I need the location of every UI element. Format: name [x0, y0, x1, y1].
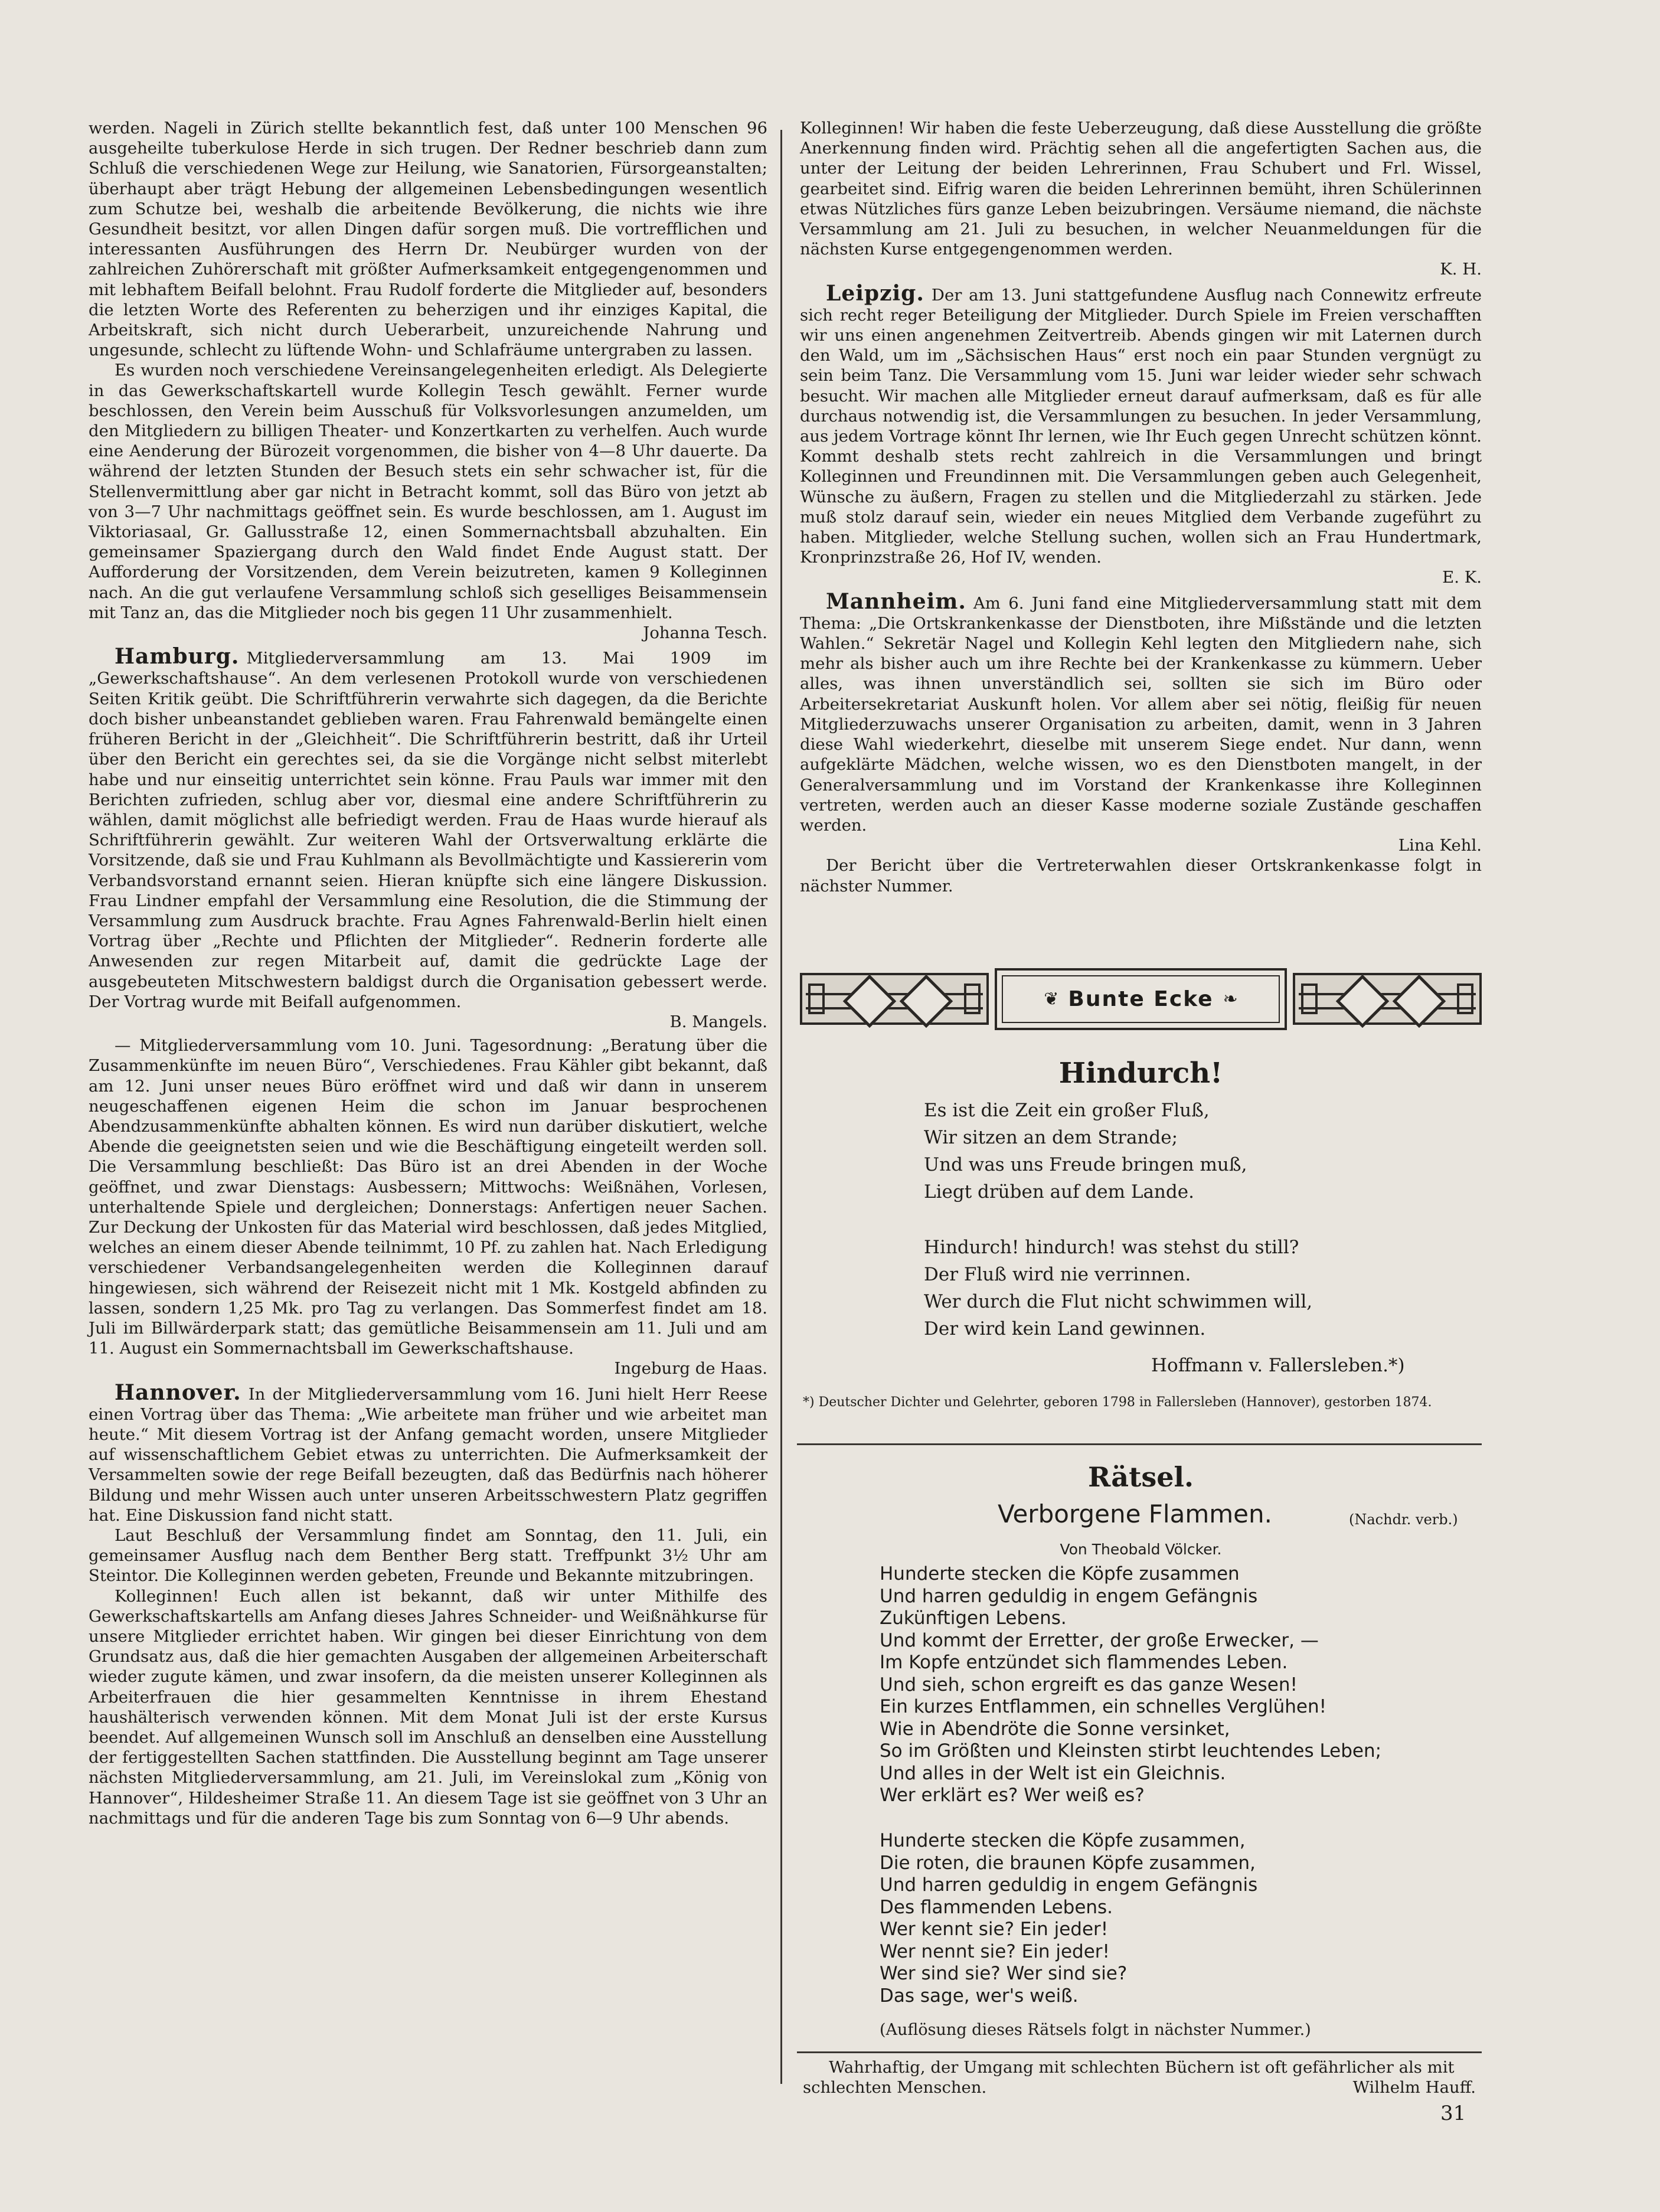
riddle-line: Hunderte stecken die Köpfe zusammen, — [880, 1830, 1246, 1851]
riddle-line: Wie in Abendröte die Sonne versinket, — [880, 1718, 1230, 1740]
poem-stanza-1 — [924, 1097, 1247, 1205]
hannover-section — [89, 1380, 767, 1525]
riddle-stanza-1 — [880, 1563, 1381, 1807]
riddle-line: Im Kopfe entzündet sich flammendes Leben. — [880, 1652, 1288, 1673]
poem-line: Der Fluß wird nie verrinnen. — [924, 1264, 1191, 1285]
poem-line: Wir sitzen an dem Strande; — [924, 1127, 1178, 1148]
leipzig-text: Der am 13. Juni stattgefundene Ausflug nach Connewitz erfreute sich recht reger Beteiligung der Mitglieder. Durch Spiele im Freien verschafften wir uns einen angenehmen Zeitvertreib. Abends gingen wir mit Laternen durch den Wald, um im „Sächsischen Haus“ erst noch ein paar Stunden vergnügt zu sein beim Tanz. Die Versammlung vom 15. Juni war leider wieder sehr schwach besucht. Wir machen alle Mitglieder erneut darauf aufmerksam, daß es für alle durchaus notwendig ist, die Versammlungen zu besuchen. In jeder Versammlung, aus jedem Vortrage könnt Ihr lernen, wie Ihr Euch gegen Unrecht schützen könnt. Kommt deshalb stets recht zahlreich in die Versammlungen und bringt Kolleginnen und Freundinnen mit. Die Versammlungen geben auch Gelegenheit, Wünsche zu äußern, Fragen zu stellen und die Mitgliederzahl zu stärken. Jede muß stolz darauf sein, wieder ein neues Mitglied dem Verbande zugeführt zu haben. Mitglieder, welche Stellung suchen, wollen sich an Frau Hundertmark, Kronprinzstraße 26, Hof IV, wenden. — [800, 285, 1482, 567]
poem-line: Hindurch! hindurch! was stehst du still? — [924, 1237, 1299, 1258]
hamburg-text: Mitgliederversammlung am 13. Mai 1909 im „Gewerkschaftshause“. An dem verlesenen Protokoll wurde von verschiedenen Seiten Kritik geübt. Die Schriftführerin verwahrte sich dagegen, da die Berichte doch bisher unbeanstandet geblieben waren. Frau Fahrenwald bemängelte einen früheren Bericht in der „Gleichheit“. Die Schriftführerin bestritt, daß ihr Urteil über den Bericht ein gerechtes sei, da sie die Vorgänge nicht selbst miterlebt habe und nur einseitig unterrichtet sein könne. Frau Pauls war immer mit den Berichten zufrieden, schlug aber vor, diesmal eine andere Schriftführerin zu wählen, damit möglichst alle befriedigt werden. Frau de Haas wurde hierauf als Schriftführerin gewählt. Zur weiteren Wahl der Ortsverwaltung erklärte die Vorsitzende, daß sie und Frau Kuhlmann als Bevollmächtigte und Kassiererin vom Verbandsvorstand ernannt seien. Hieran knüpfte sich eine längere Diskussion. Frau Lindner empfahl der Versammlung eine Resolution, die die Stimmung der Versammlung zum Ausdruck brachte. Frau Agnes Fahrenwald-Berlin hielt einen Vortrag über „Rechte und Pflichten der Mitglieder“. Rednerin forderte alle Anwesenden zur regen Mitarbeit auf, damit die gedrückte Lage der ausgebeuteten Mitschwestern baldigst durch die Organisation gebessert werde. Der Vortrag wurde mit Beifall aufgenommen. — [89, 649, 767, 1011]
riddle-line: Und sieh, schon ergreift es das ganze Wesen! — [880, 1674, 1298, 1695]
riddle-line: So im Größten und Kleinsten stirbt leuchtendes Leben; — [880, 1740, 1382, 1762]
quote-author: Wilhelm Hauff. — [1352, 2078, 1476, 2097]
hannover-heading: Hannover. — [115, 1380, 241, 1405]
riddle-line: Zukünftigen Lebens. — [880, 1607, 1067, 1629]
mannheim-text: Am 6. Juni fand eine Mitgliederversammlung statt mit dem Thema: „Die Ortskrankenkasse der Dienstboten, ihre Mißstände und die letzten Wahlen.“ Sekretär Nagel und Kollegin Kehl legten den Mitgliedern nahe, sich mehr als bisher auch um ihre Rechte bei der Krankenkasse zu kümmern. Ueber alles, was ihnen unverständlich sei, sollten sie sich im Büro oder Arbeitersekretariat Auskunft holen. Vor allem aber sei nötig, fleißig für neuen Mitgliederzuwachs unserer Organisation zu arbeiten, damit, wenn in 3 Jahren diese Wahl wiederkehrt, dieselbe mit unserem Siege endet. Nur dann, wenn aufgeklärte Mädchen, welche wissen, wo es den Dienstboten mangelt, in der Generalversammlung und im Vorstand der Krankenkasse ihre Kolleginnen vertreten, werden auch an dieser Kasse moderne soziale Zustände geschaffen werden. — [800, 593, 1482, 835]
bunte-ecke-banner — [800, 968, 1482, 1030]
leipzig-section — [800, 280, 1482, 568]
page-number: 31 — [1440, 2102, 1466, 2125]
mannheim-signature: Lina Kehl. — [1398, 836, 1482, 855]
riddle-line: Die roten, die braunen Köpfe zusammen, — [880, 1852, 1256, 1874]
riddle-line: Das sage, wer's weiß. — [880, 1985, 1079, 2007]
verein-signature: Johanna Tesch. — [643, 623, 767, 643]
bunte-ecke-label: Bunte Ecke — [1068, 987, 1214, 1011]
mannheim-heading: Mannheim. — [826, 589, 966, 614]
right-column — [800, 118, 1482, 896]
riddle-line: Des flammenden Lebens. — [880, 1896, 1113, 1918]
hamburg-heading: Hamburg. — [115, 644, 240, 669]
riddle-line: Ein kurzes Entflammen, ein schnelles Verglühen! — [880, 1696, 1327, 1717]
section-divider — [797, 2051, 1482, 2053]
leipzig-heading: Leipzig. — [826, 280, 924, 306]
bunte-ecke-label-box — [995, 968, 1287, 1030]
reprint-note: (Nachdr. verb.) — [1349, 1511, 1458, 1528]
poem-title: Hindurch! — [1058, 1057, 1223, 1090]
poem-line: Wer durch die Flut nicht schwimmen will, — [924, 1291, 1313, 1312]
mannheim-followup: Der Bericht über die Vertreterwahlen dieser Ortskrankenkasse folgt in nächster Nummer. — [800, 856, 1482, 896]
hannover-signature: K. H. — [1440, 260, 1482, 279]
riddle-line: Wer kennt sie? Ein jeder! — [880, 1919, 1109, 1940]
flower-icon: ❧ — [1223, 989, 1238, 1009]
riddle-line: Und kommt der Erretter, der große Erwecker, — — [880, 1629, 1319, 1651]
hannover-courses: Kolleginnen! Euch allen ist bekannt, daß wir unter Mithilfe des Gewerkschaftskartells am Anfang dieses Jahres Schneider- und Weißnähkurse für unsere Mitglieder errichtet haben. Wir gingen bei dieser Einrichtung von dem Grundsatz aus, daß die hier gemachten Ausgaben der allgemeinen Arbeiterschaft wieder zugute kämen, und zwar insofern, da die meisten unserer Kolleginnen als Arbeiterfrauen die hier gesammelten Kenntnisse in ihrem Ehestand haushälterisch verwenden können. Mit dem Monat Juli ist der erste Kursus beendet. Auf allgemeinen Wunsch soll im Anschluß an denselben eine Ausstellung der fertiggestellten Sachen stattfinden. Die Ausstellung beginnt am Tage unserer nächsten Mitgliederversammlung, am 21. Juli, im Vereinslokal zum „König von Hannover“, Hildesheimer Straße 11. An diesem Tage ist sie geöffnet von 3 Uhr an nachmittags und für die anderen Tage bis zum Sonntag von 6—9 Uhr abends. — [89, 1586, 767, 1828]
mannheim-section — [800, 589, 1482, 835]
poem-author: Hoffmann v. Fallersleben.*) — [1151, 1355, 1405, 1376]
riddle-heading: Rätsel. — [1088, 1461, 1194, 1493]
hannover-continuation: Kolleginnen! Wir haben die feste Ueberzeugung, daß diese Ausstellung die größte Anerkennung finden wird. Prächtig sehen all die angefertigten Sachen aus, die unter der Leitung der beiden Lehrerinnen, Frau Schubert und Frl. Wissel, gearbeitet sind. Eifrig waren die beiden Lehrerinnen bemüht, ihren Schülerinnen etwas Nützliches fürs ganze Leben beizubringen. Versäume niemand, die nächste Versammlung am 21. Juli zu besuchen, in welcher Neuanmeldungen für die nächsten Kurse entgegengenommen werden. — [800, 119, 1482, 259]
riddle-line: Wer erklärt es? Wer weiß es? — [880, 1785, 1145, 1806]
flower-icon: ❦ — [1044, 989, 1059, 1009]
hamburg-second-report: — Mitgliederversammlung vom 10. Juni. Tagesordnung: „Beratung über die Zusammenkünfte im neuen Büro“, Verschiedenes. Frau Kähler gibt bekannt, daß am 12. Juni unser neues Büro eröffnet wird und daß wir dann in unserem neugeschaffenen eigenen Heim die schon im Januar besprochenen Abendzusammenkünfte abhalten können. Es wird nun darüber diskutiert, welche Abende die geeignetsten seien und wie die Beschäftigung eingeteilt werden soll. Die Versammlung beschließt: Das Büro ist an drei Abenden in der Woche geöffnet, und zwar Dienstags: Ausbessern; Mittwochs: Weißnähen, Vorlesen, unterhaltende Spiele und dergleichen; Donnerstags: Anfertigen neuer Sachen. Zur Deckung der Unkosten für das Material wird beschlossen, daß jedes Mitglied, welches an einem dieser Abende teilnimmt, 10 Pf. zu zahlen hat. Nach Erledigung verschiedener Verbandsangelegenheiten werden die Kolleginnen darauf hingewiesen, sich während der Reisezeit nicht mit 1 Mk. Kostgeld abfinden zu lassen, sondern 1,25 Mk. pro Tag zu verlangen. Das Sommerfest findet am 18. Juli im Billwärderpark statt; das gemütliche Beisammensein am 11. Juli und am 11. August ein Sommernachtsball im Gewerkschaftshause. — [89, 1036, 767, 1358]
riddle-line: Und harren geduldig in engem Gefängnis — [880, 1585, 1258, 1607]
riddle-title: Verborgene Flammen. — [998, 1499, 1272, 1528]
quote-text: Wahrhaftig, der Umgang mit schlechten Büchern ist oft gefährlicher als mit schlechten Menschen. — [803, 2058, 1455, 2097]
riddle-solution-note: (Auflösung dieses Rätsels folgt in nächster Nummer.) — [880, 2021, 1311, 2039]
left-column — [89, 118, 767, 1828]
poem-line: Der wird kein Land gewinnen. — [924, 1318, 1206, 1339]
riddle-stanza-2 — [880, 1830, 1257, 2007]
hamburg-second-signature: Ingeburg de Haas. — [614, 1359, 767, 1378]
poem-stanza-2 — [924, 1234, 1312, 1342]
left-ornament — [800, 973, 989, 1025]
riddle-line: Hunderte stecken die Köpfe zusammen — [880, 1563, 1240, 1584]
column-divider — [780, 130, 782, 2084]
section-divider — [797, 1443, 1482, 1445]
leipzig-signature: E. K. — [1442, 568, 1482, 587]
hamburg-section — [89, 646, 767, 1012]
hannover-text: In der Mitgliederversammlung vom 16. Juni hielt Herr Reese einen Vortrag über das Thema: „Wie arbeitete man früher und wie arbeitet man heute.“ Mit diesem Vortrag ist der Anfang gemacht worden, unsere Mitglieder auf wissenschaftlichem Gebiet etwas zu unterrichten. Die Aufmerksamkeit der Versammelten sowie der rege Beifall bezeugten, daß das Bedürfnis nach höherer Bildung und mehr Wissen auch unter unseren Arbeitsschwestern Platz gegriffen hat. Eine Diskussion fand nicht statt. — [89, 1384, 767, 1525]
zurich-paragraph: werden. Nageli in Zürich stellte bekanntlich fest, daß unter 100 Menschen 96 ausgeheilte tuberkulose Herde in sich trugen. Der Redner beschrieb dann zum Schluß die verschiedenen Wege zur Heilung, wie Sanatorien, Fürsorgeanstalten; überhaupt aber trägt Hebung der allgemeinen Lebensbedingungen wesentlich zum Schutze bei, weshalb die arbeitende Bevölkerung, die nichts wie ihre Gesundheit besitzt, vor allen Dingen dafür sorgen muß. Die vortrefflichen und interessanten Ausführungen des Herrn Dr. Neubürger wurden von der zahlreichen Zuhörerschaft mit größter Aufmerksamkeit entgegengenommen und mit lebhaftem Beifall belohnt. Frau Rudolf forderte die Mitglieder auf, besonders die letzten Worte des Referenten zu beherzigen und ihr einziges Kapital, die Arbeitskraft, sich nicht durch Ueberarbeit, unzureichende Nahrung und ungesunde, schlecht zu lüftende Wohn- und Schlafräume untergraben zu lassen. — [89, 119, 767, 360]
riddle-line: Wer sind sie? Wer sind sie? — [880, 1963, 1128, 1984]
riddle-line: Und harren geduldig in engem Gefängnis — [880, 1874, 1258, 1896]
riddle-byline: Von Theobald Völcker. — [1060, 1541, 1222, 1558]
poem-footnote: *) Deutscher Dichter und Gelehrter, geboren 1798 in Fallersleben (Hannover), gestorben 1874. — [803, 1395, 1432, 1410]
riddle-line: Und alles in der Welt ist ein Gleichnis. — [880, 1762, 1226, 1784]
hannover-excursion: Laut Beschluß der Versammlung findet am Sonntag, den 11. Juli, ein gemeinsamer Ausflug nach dem Benther Berg statt. Treffpunkt 3½ Uhr am Steintor. Die Kolleginnen werden gebeten, Freunde und Bekannte mitzubringen. — [89, 1526, 767, 1586]
right-ornament — [1293, 973, 1482, 1025]
hamburg-signature: B. Mangels. — [669, 1012, 767, 1031]
poem-line: Liegt drüben auf dem Lande. — [924, 1181, 1194, 1203]
closing-quote — [803, 2057, 1476, 2097]
poem-line: Und was uns Freude bringen muß, — [924, 1154, 1247, 1175]
verein-paragraph: Es wurden noch verschiedene Vereinsangelegenheiten erledigt. Als Delegierte in das Gewerkschaftskartell wurde Kollegin Tesch gewählt. Ferner wurde beschlossen, den Verein beim Ausschuß für Volksvorlesungen anzumelden, um den Mitgliedern zu billigen Theater- und Konzertkarten zu verhelfen. Auch wurde eine Aenderung der Bürozeit vorgenommen, die bisher von 4—8 Uhr dauerte. Da während der letzten Stunden der Besuch stets ein sehr schwacher ist, für die Stellenvermittlung aber gar nicht in Betracht kommt, soll das Büro von jetzt ab von 3—7 Uhr nachmittags geöffnet sein. Es wurde beschlossen, am 1. August im Viktoriasaal, Gr. Gallusstraße 12, einen Sommernachtsball abzuhalten. Ein gemeinsamer Spaziergang durch den Wald findet Ende August statt. Der Aufforderung der Vorsitzenden, dem Verein beizutreten, kamen 9 Kolleginnen nach. An die gut verlaufene Versammlung schloß sich geselliges Beisammensein mit Tanz an, das die Mitglieder noch bis gegen 11 Uhr zusammenhielt. — [89, 361, 767, 622]
riddle-line: Wer nennt sie? Ein jeder! — [880, 1940, 1110, 1962]
poem-line: Es ist die Zeit ein großer Fluß, — [924, 1100, 1210, 1121]
